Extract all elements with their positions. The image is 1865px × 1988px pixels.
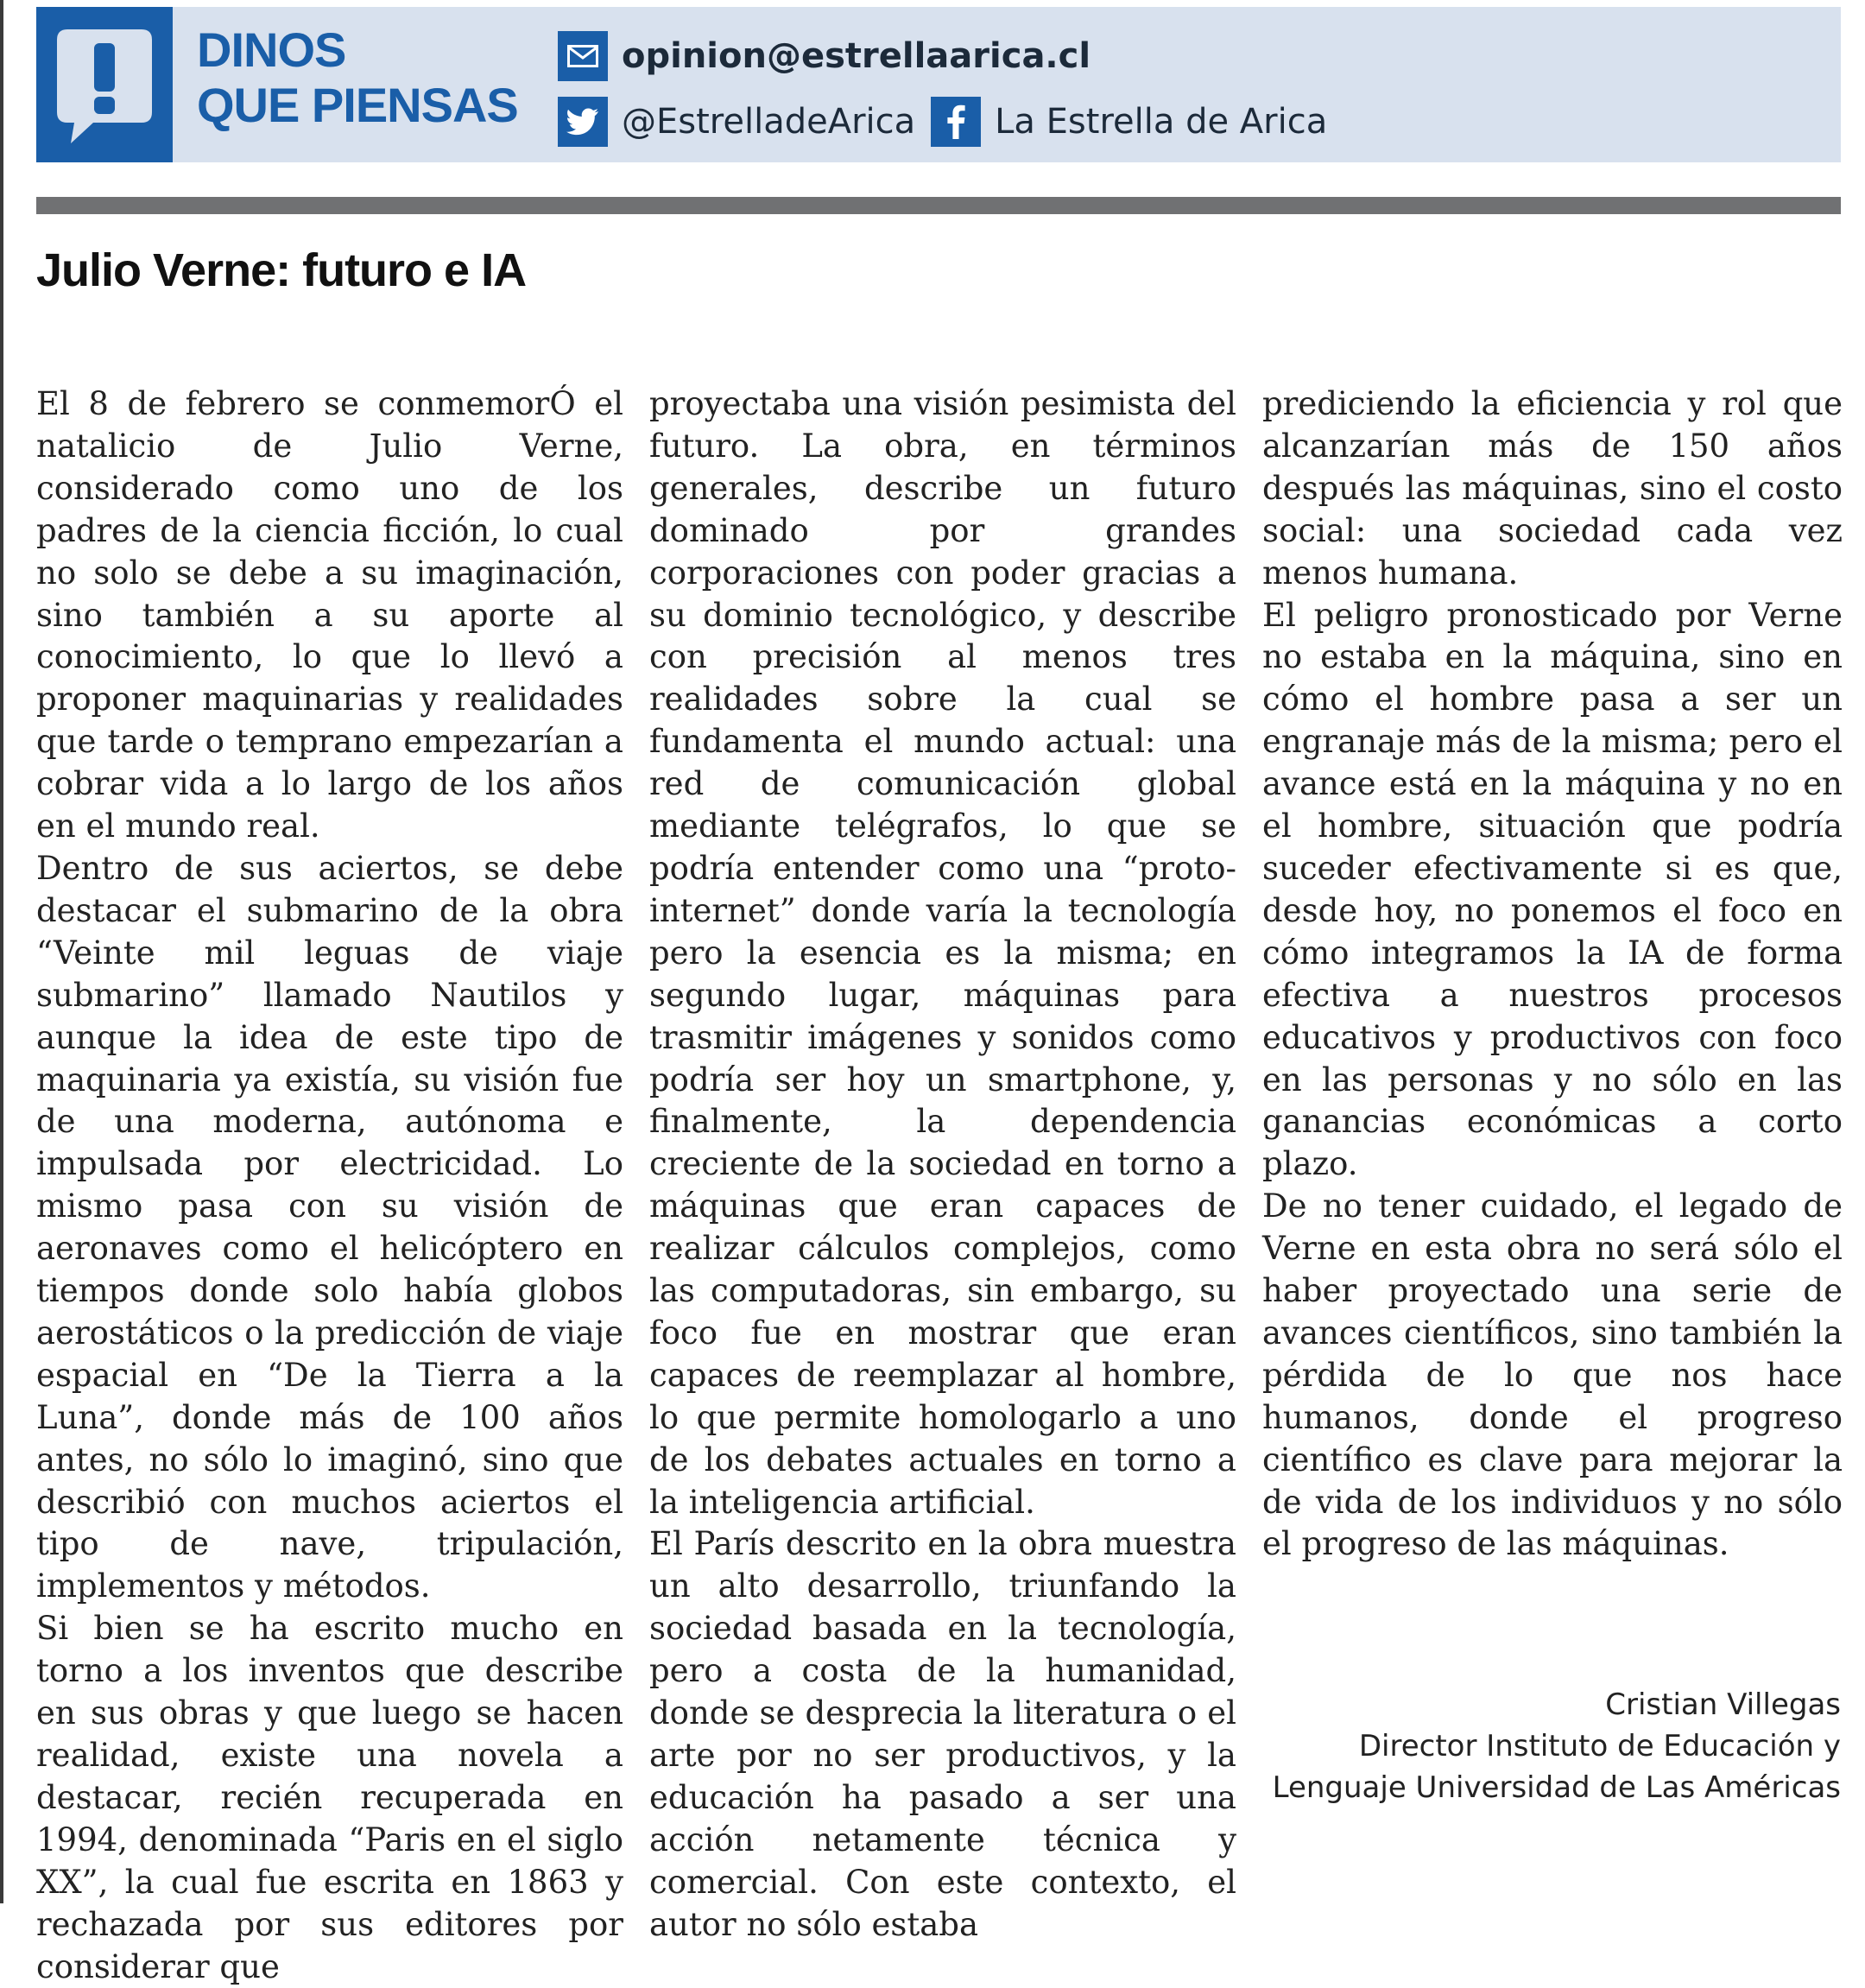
envelope-icon <box>558 31 608 81</box>
article-column-2 <box>649 383 1236 1947</box>
article-headline: Julio Verne: futuro e IA <box>36 244 527 296</box>
twitter-handle[interactable]: @EstrelladeArica <box>622 102 916 142</box>
paragraph: prediciendo la eficiencia y rol que alcanzarían más de 150 años después las máquinas, sino el costo social: una sociedad cada vez menos humana. <box>1262 385 1843 592</box>
email-contact <box>558 31 1091 81</box>
section-title <box>197 22 518 133</box>
paragraph: Si bien se ha escrito mucho en torno a los inventos que describe en sus obras y que luego se hacen realidad, existe una novela a destacar, recién recuperada en 1994, denominada “Paris en el siglo XX”, la cual fue escrita en 1863 y rechazada por sus editores por considerar que <box>36 1610 623 1985</box>
paragraph: El peligro pronosticado por Verne no estaba en la máquina, sino en cómo el hombre pasa a ser un engranaje más de la misma; pero el avance está en la máquina y no en el hombre, situación que podría suceder efectivamente si es que, desde hoy, no ponemos el foco en cómo integramos la IA de forma efectiva a nuestros procesos educativos y productivos con foco en las personas y no sólo en las ganancias económicas a corto plazo. <box>1262 596 1843 1183</box>
article-column-3 <box>1262 383 1843 1566</box>
author-name: Cristian Villegas <box>1605 1687 1841 1722</box>
email-address[interactable]: opinion@estrellaarica.cl <box>622 36 1091 76</box>
section-divider-bar <box>36 197 1841 214</box>
social-contacts <box>558 97 1327 147</box>
twitter-bird-icon <box>558 97 608 147</box>
section-logo <box>36 7 173 162</box>
paragraph: De no tener cuidado, el legado de Verne en esta obra no será sólo el haber proyectado una serie de avances científicos, sino también la pérdida de lo que nos hace humanos, donde el progreso científico es clave para mejorar la de vida de los individuos y no sólo el progreso de las máquinas. <box>1262 1187 1843 1563</box>
opinion-section-header <box>36 7 1841 162</box>
section-title-line2: QUE PIENSAS <box>197 78 518 132</box>
paragraph: El 8 de febrero se conmemorÓ el natalicio de Julio Verne, considerado como uno de los padres de la ciencia ficción, lo cual no solo se debe a su imaginación, sino también a su aporte al conocimiento, lo que lo llevó a proponer maquinarias y realidades que tarde o temprano empezarían a cobrar vida a lo largo de los años en el mundo real. <box>36 385 623 845</box>
author-role-line-1: Director Instituto de Educación y <box>1358 1729 1841 1763</box>
paragraph: Dentro de sus aciertos, se debe destacar el submarino de la obra “Veinte mil leguas de viaje submarino” llamado Nautilos y aunque la idea de este tipo de maquinaria ya existía, su visión fue de una moderna, autónoma e impulsada por electricidad. Lo mismo pasa con su visión de aeronaves como el helicóptero en tiempos donde solo había globos aerostáticos o la predicción de viaje espacial en “De la Tierra a la Luna”, donde más de 100 años antes, no sólo lo imaginó, sino que describió con muchos aciertos el tipo de nave, tripulación, implementos y métodos. <box>36 849 623 1605</box>
facebook-icon <box>931 97 981 147</box>
article-column-1 <box>36 383 623 1988</box>
paragraph: El París descrito en la obra muestra un alto desarrollo, triunfando la sociedad basada en la tecnología, pero a costa de la humanidad, donde se desprecia la literatura o el arte por no ser productivos, y la educación ha pasado a ser una acción netamente técnica y comercial. Con este contexto, el autor no sólo estaba <box>649 1525 1236 1943</box>
facebook-page-name[interactable]: La Estrella de Arica <box>995 102 1328 142</box>
author-role-line-2: Lenguaje Universidad de Las Américas <box>1272 1770 1841 1805</box>
speech-bubble-exclamation-icon <box>55 26 154 145</box>
page-left-border <box>0 0 3 1903</box>
author-signature <box>1273 1684 1841 1808</box>
section-title-line1: DINOS <box>197 22 346 77</box>
paragraph: proyectaba una visión pesimista del futuro. La obra, en términos generales, describe un futuro dominado por grandes corporaciones con poder gracias a su dominio tecnológico, y describe con precisión al menos tres realidades sobre la cual se fundamenta el mundo actual: una red de comunicación global mediante telégrafos, lo que se podría entender como una “proto-internet” donde varía la tecnología pero la esencia es la misma; en segundo lugar, máquinas para trasmitir imágenes y sonidos como podría ser hoy un smartphone, y, finalmente, la dependencia creciente de la sociedad en torno a máquinas que eran capaces de realizar cálculos complejos, como las computadoras, sin embargo, su foco fue en mostrar que eran capaces de reemplazar al hombre, lo que permite homologarlo a uno de los debates actuales en torno a la inteligencia artificial. <box>649 385 1236 1521</box>
